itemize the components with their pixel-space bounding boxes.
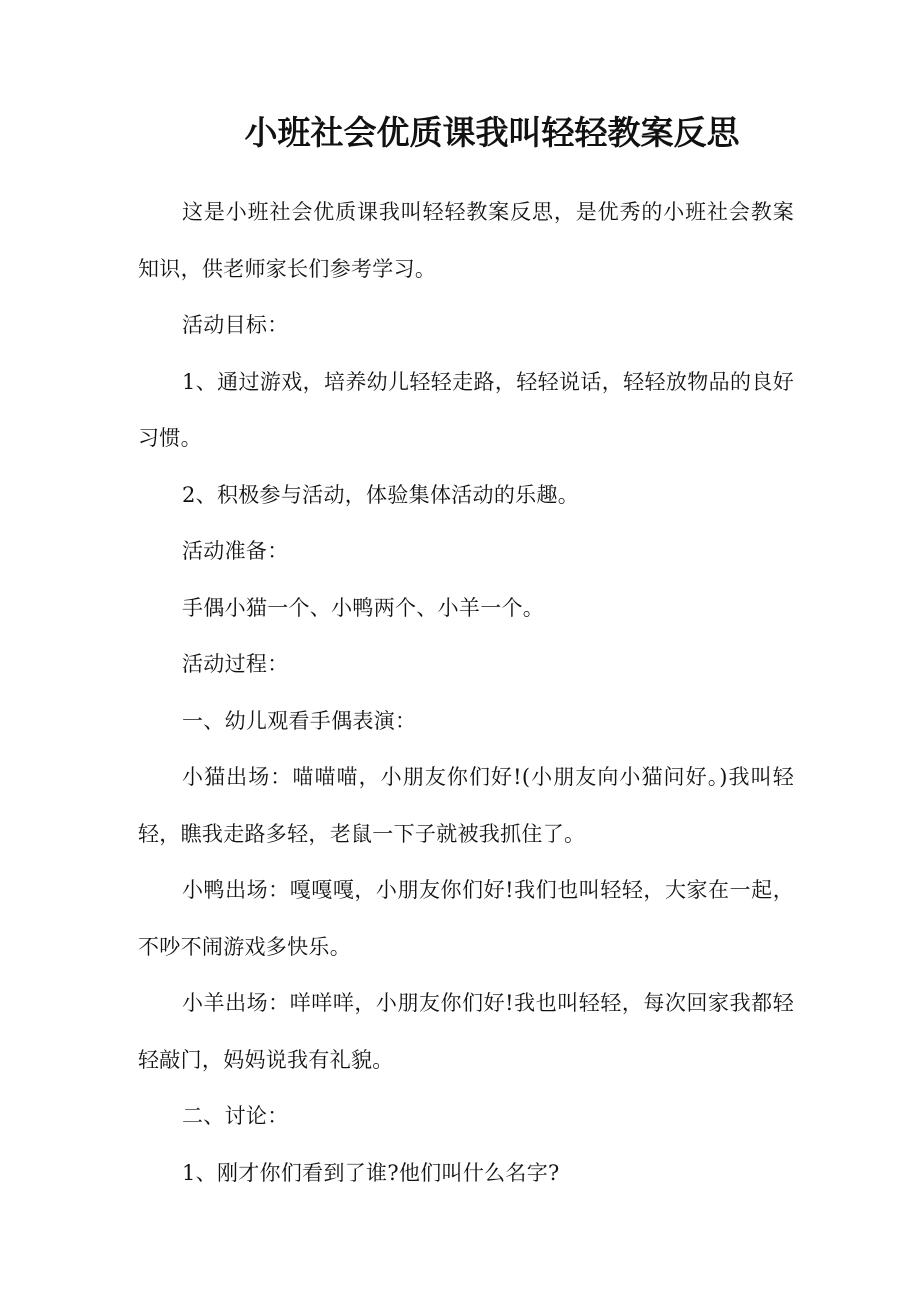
document-body bbox=[138, 184, 794, 1201]
paragraph-cat: 小猫出场：喵喵喵，小朋友你们好!(小朋友向小猫问好。)我叫轻轻，瞧我走路多轻，老鼠一下子就被我抓住了。 bbox=[138, 765, 794, 846]
paragraph-duck: 小鸭出场：嘎嘎嘎，小朋友你们好!我们也叫轻轻，大家在一起，不吵不闹游戏多快乐。 bbox=[138, 878, 794, 959]
paragraph-goal-2: 2、积极参与活动，体验集体活动的乐趣。 bbox=[182, 482, 580, 507]
document-title: 小班社会优质课我叫轻轻教案反思 bbox=[244, 113, 740, 152]
paragraph-preparation: 手偶小猫一个、小鸭两个、小羊一个。 bbox=[182, 595, 545, 620]
paragraph-question-1: 1、刚才你们看到了谁?他们叫什么名字? bbox=[182, 1160, 560, 1185]
paragraph-step-2: 二、讨论： bbox=[182, 1104, 289, 1128]
heading-activity-goals: 活动目标： bbox=[182, 313, 289, 337]
paragraph-step-1: 一、幼儿观看手偶表演： bbox=[182, 708, 417, 733]
paragraph-sheep: 小羊出场：咩咩咩，小朋友你们好!我也叫轻轻，每次回家我都轻轻敲门，妈妈说我有礼貌。 bbox=[138, 991, 794, 1072]
paragraph-intro: 这是小班社会优质课我叫轻轻教案反思，是优秀的小班社会教案知识，供老师家长们参考学习。 bbox=[138, 200, 794, 281]
heading-activity-process: 活动过程： bbox=[182, 652, 289, 676]
paragraph-goal-1: 1、通过游戏，培养幼儿轻轻走路，轻轻说话，轻轻放物品的良好习惯。 bbox=[138, 369, 794, 450]
heading-activity-preparation: 活动准备： bbox=[182, 539, 289, 563]
